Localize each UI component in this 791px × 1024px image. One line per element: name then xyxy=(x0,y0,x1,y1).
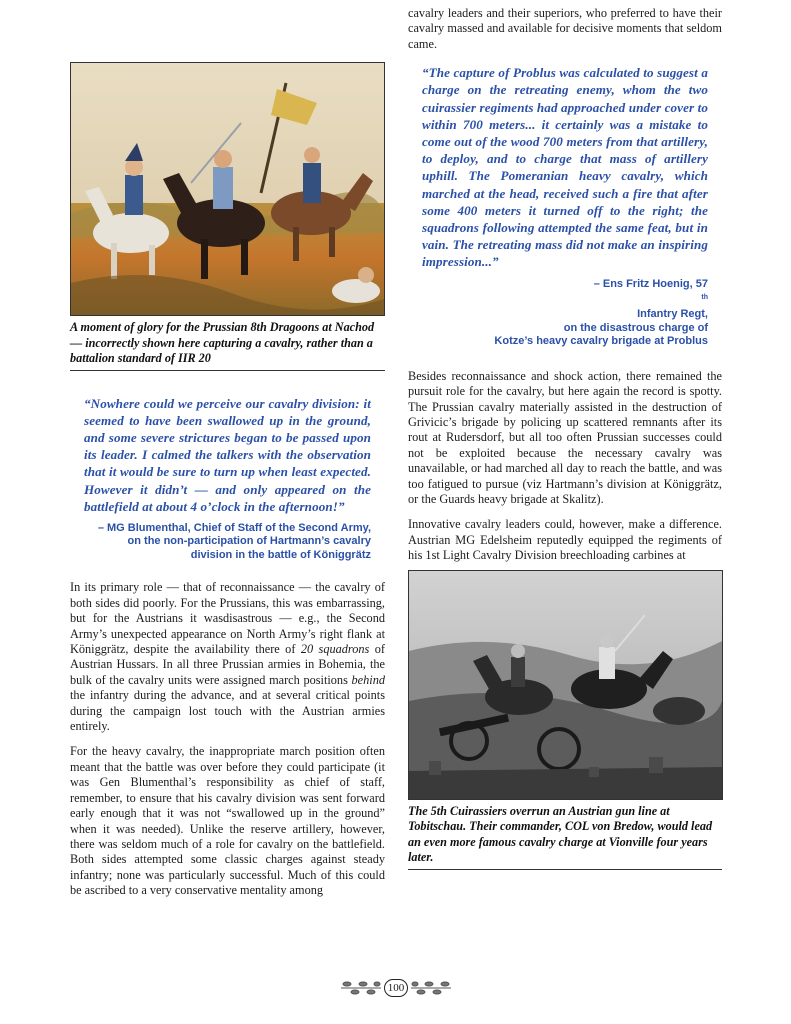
paragraph-heavy-cavalry: For the heavy cavalry, the inappropriate march position often meant that the battle was over before they could participate (it was Gen Blumenthal’s responsibility as chief of staff, remember, to ensure that his cavalry division was sent forward early enough that it was not “swallowed up in the ground” when it was needed). Unlike the reserve artillery, however, there was seldom much of a role for cavalry on the battlefield. Both sides attempted some classic charges against steady infantry; none was particularly successful. Much of this could be ascribed to a very conservative mentality among xyxy=(70,744,385,898)
page-folio xyxy=(337,976,455,1000)
paragraph-pursuit: Besides reconnaissance and shock action, there remained the pursuit role for the cavalry, but here again the record is spotty. The Prussian cavalry materially assisted in the destruction of Grivicic’s brigade by policing up scattered remnants after its rout at Rudersdorf, but all too often Prussian successes could not be exploited because the necessary cavalry was unavailable, or had marched all day to reach the battle, and was too fatigued to pursue (viz Hartmann’s division at Königgrätz, or the Guards heavy brigade at Skalitz). xyxy=(408,368,722,507)
left-column xyxy=(70,62,385,899)
quote-blumenthal-text: “Nowhere could we perceive our cavalry division: it seemed to have been swallowed up in the ground, and some severe strictures began to be passed upon its leader. I calmed the talkers with the observation that it would be sure to turn up when least expected. However it didn’t — and only appeared on the battlefield at about 4 o’clock in the afternoon!” xyxy=(84,395,371,514)
dragoons-painting-image xyxy=(71,63,384,315)
figure-cuirassiers-engraving xyxy=(408,570,723,800)
quote-hoenig-attribution: – Ens Fritz Hoenig, 57 $^{th}$ Infantry Regt, on the disastrous charge of Kotze’s heavy cavalry brigade at Problus xyxy=(494,277,708,348)
right-column xyxy=(408,6,722,870)
paragraph-innovative: Innovative cavalry leaders could, however, make a difference. Austrian MG Edelsheim reputedly equipped the regiments of his 1st Light Cavalry Division breechloading carbines at xyxy=(408,517,722,563)
paragraph-reconnaissance: In its primary role — that of reconnaissance — the cavalry of both sides did poorly. For the Prussians, this was embarrassing, but for the Austrians it wasdisastrous — e.g., the Second Army’s unexpected appearance on North Army’s right flank at Königgrätz, despite the availability there of 20 squadrons of Austrian Hussars. In all three Prussian armies in Bohemia, the bulk of the cavalry units were assigned march positions behind the infantry during the advance, and at several critical points during the campaign lost touch with the Austrian armies entirely. xyxy=(70,580,385,734)
caption-divider-2 xyxy=(408,869,722,870)
page-number: 100 xyxy=(384,979,408,997)
quote-hoenig-text: “The capture of Problus was calculated to suggest a charge on the retreating enemy, whom the two cuirassier regiments had approached under cover to within 700 meters... it certainly was a mistake to come out of the wood 700 meters from that artillery, to deploy, and to charge that mass of artillery uphill. The Pomeranian heavy cavalry, which marched at the head, received such a fire that after some 400 meters it turned off to the right; the squadrons following attempted the same feat, but in vain. The retreating mass did not make an inspiring impression...” xyxy=(422,65,708,270)
cuirassiers-engraving-image xyxy=(409,571,722,799)
caption-divider xyxy=(70,370,385,371)
figure1-caption: A moment of glory for the Prussian 8th Dragoons at Nachod — incorrectly shown here capturing a cavalry, rather than a battalion standard of IIR 20 xyxy=(70,320,375,365)
figure-dragoons-painting xyxy=(70,62,385,316)
quote-blumenthal xyxy=(84,395,371,563)
quote-hoenig xyxy=(422,64,708,349)
figure2-caption: The 5th Cuirassiers overrun an Austrian gun line at Tobitschau. Their commander, COL von Bredow, would lead an even more famous cavalry charge at Vionville four years later. xyxy=(408,803,713,865)
quote-blumenthal-attribution: – MG Blumenthal, Chief of Staff of the Second Army, on the non-participation of Hartmann’s cavalry division in the battle of Königgrätz xyxy=(97,521,371,561)
paragraph-continued: cavalry leaders and their superiors, who preferred to have their cavalry massed and available for decisive moments that seldom came. xyxy=(408,6,722,51)
